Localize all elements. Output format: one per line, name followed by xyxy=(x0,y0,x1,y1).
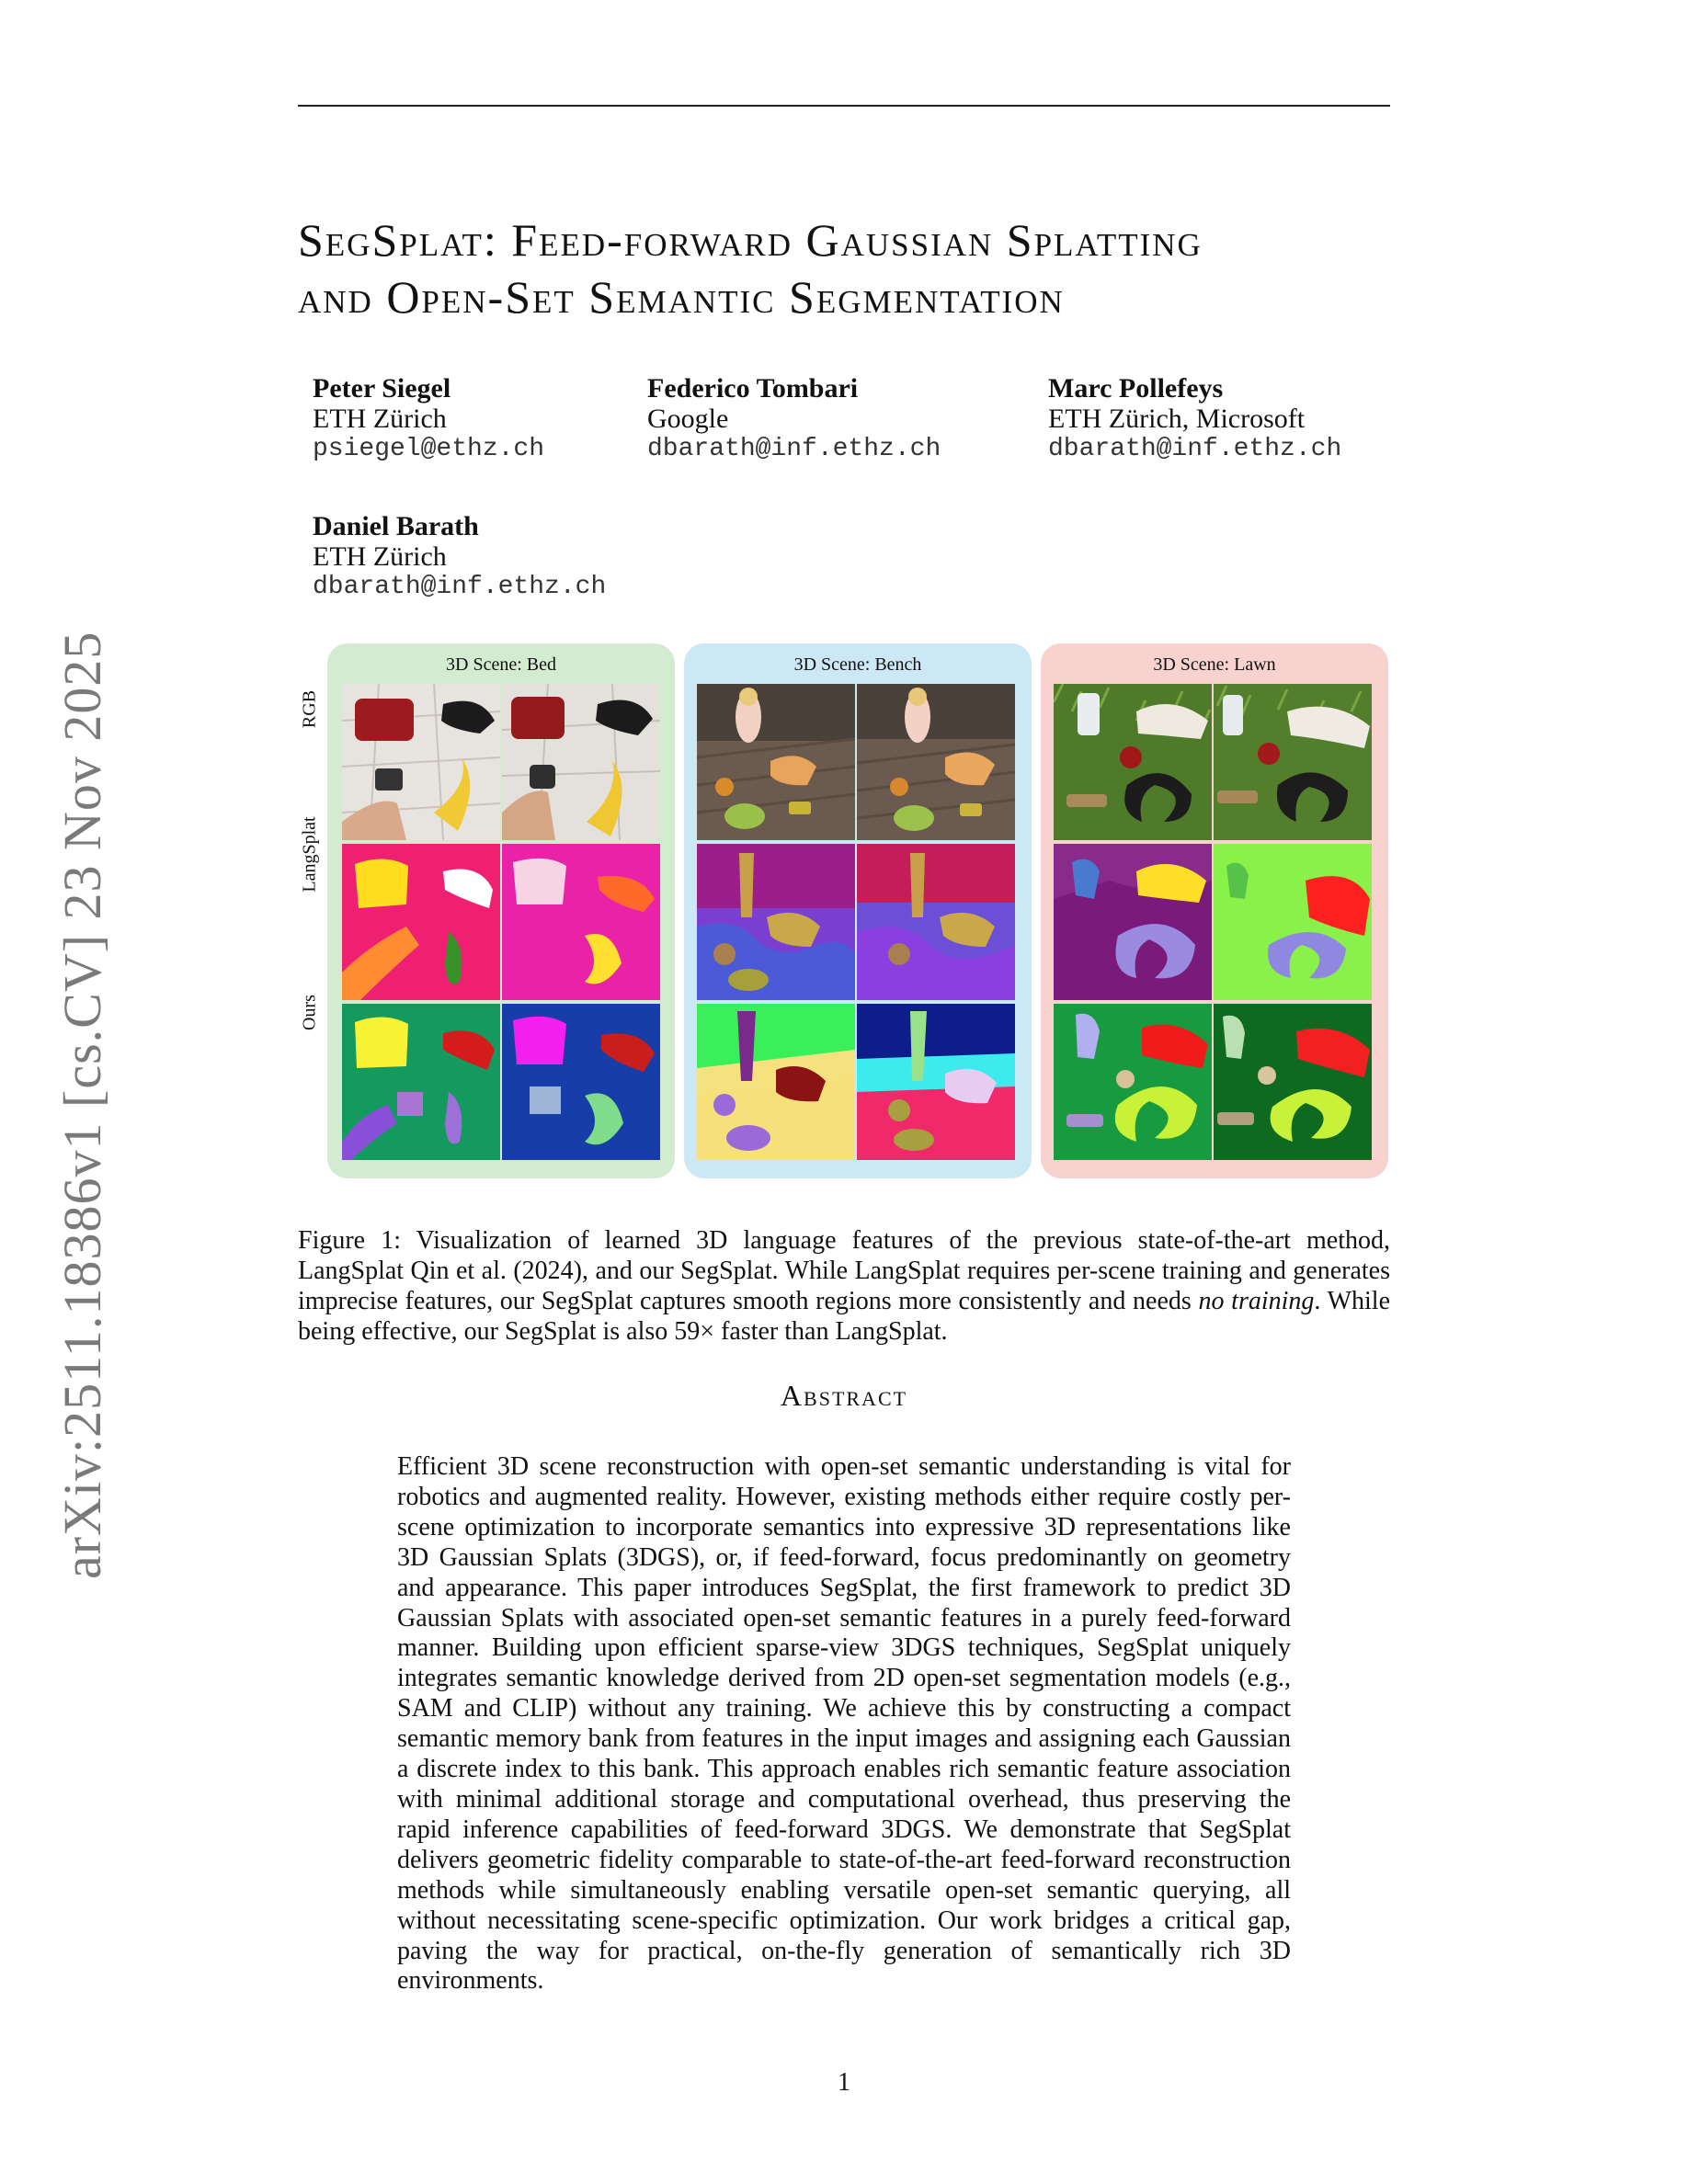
author-block xyxy=(1048,373,1341,464)
panel-title: 3D Scene: Bed xyxy=(446,654,556,675)
row-label-langsplat: LangSplat xyxy=(299,816,320,893)
author-email: dbarath@inf.ethz.ch xyxy=(313,573,607,601)
figure-caption xyxy=(298,1225,1390,1347)
langsplat-feature-map xyxy=(1054,844,1212,1000)
author-block xyxy=(313,373,544,464)
caption-text-a: Figure 1: Visualization of learned 3D language features of the previous state-of-the-art method, LangSplat Qin et al. (2024), and our SegSplat. While LangSplat requires per-scene training and generates imprecise features, our SegSplat captures smooth regions more consistently and needs xyxy=(298,1226,1390,1315)
author-name: Peter Siegel xyxy=(313,373,451,404)
caption-emphasis: no training xyxy=(1198,1287,1315,1315)
author-name: Federico Tombari xyxy=(647,373,859,404)
panel-title: 3D Scene: Lawn xyxy=(1153,654,1276,675)
author-affiliation: ETH Zürich, Microsoft xyxy=(1048,404,1306,434)
author-email: dbarath@inf.ethz.ch xyxy=(647,435,941,463)
author-affiliation: ETH Zürich xyxy=(313,404,447,434)
rgb-image xyxy=(857,684,1015,840)
top-rule xyxy=(298,105,1390,107)
arxiv-stamp: arXiv:2511.18386v1 [cs.CV] 23 Nov 2025 xyxy=(52,631,112,1579)
panel-title: 3D Scene: Bench xyxy=(793,654,922,675)
figure-panel-bed xyxy=(327,643,675,1178)
author-name: Marc Pollefeys xyxy=(1048,373,1224,404)
author-name: Daniel Barath xyxy=(313,511,479,541)
rgb-image xyxy=(502,684,660,840)
rgb-image xyxy=(1054,684,1212,840)
langsplat-feature-map xyxy=(857,844,1015,1000)
row-label-ours: Ours xyxy=(299,995,320,1030)
paper-title xyxy=(298,211,1401,325)
title-line-2: and Open-Set Semantic Segmentation xyxy=(298,271,1065,323)
page-number: 1 xyxy=(838,2068,850,2097)
ours-feature-map xyxy=(857,1004,1015,1160)
ours-feature-map xyxy=(502,1004,660,1160)
ours-feature-map xyxy=(1214,1004,1372,1160)
ours-feature-map xyxy=(1054,1004,1212,1160)
langsplat-feature-map xyxy=(342,844,500,1000)
row-label-rgb: RGB xyxy=(299,689,320,729)
author-affiliation: Google xyxy=(647,404,729,434)
author-block xyxy=(313,511,606,602)
ours-feature-map xyxy=(697,1004,855,1160)
langsplat-feature-map xyxy=(697,844,855,1000)
rgb-image xyxy=(342,684,500,840)
abstract-body: Efficient 3D scene reconstruction with open-set semantic understanding is vital for robotics and augmented reality. However, existing methods either require costly per-scene optimization to incorporate semantics into expressive 3D representations like 3D Gaussian Splats (3DGS), or, if feed-forward, focus predominantly on geometry and appearance. This paper introduces SegSplat, the first framework to predict 3D Gaussian Splats with associated open-set semantic features in a purely feed-forward manner. Building upon efficient sparse-view 3DGS techniques, SegSplat uniquely integrates semantic knowledge derived from 2D open-set segmentation models (e.g., SAM and CLIP) without any training. We achieve this by constructing a compact semantic memory bank from features in the input images and assigning each Gaussian a discrete index to this bank. This approach enables rich semantic feature association with minimal additional storage and computational overhead, thus preserving the rapid inference capabilities of feed-forward 3DGS. We demonstrate that SegSplat delivers geometric fidelity comparable to state-of-the-art feed-forward reconstruction methods while simultaneously enabling versatile open-set semantic querying, all without necessitating scene-specific optimization. Our work bridges a critical gap, paving the way for practical, on-the-fly generation of semantically rich 3D environments. xyxy=(397,1452,1291,1996)
author-email: dbarath@inf.ethz.ch xyxy=(1048,435,1342,463)
langsplat-feature-map xyxy=(1214,844,1372,1000)
langsplat-feature-map xyxy=(502,844,660,1000)
author-email: psiegel@ethz.ch xyxy=(313,435,545,463)
author-block xyxy=(647,373,941,464)
caption-text-b: . While being effective, our SegSplat is also 59× faster than LangSplat. xyxy=(298,1287,1390,1346)
figure-panel-bench xyxy=(684,643,1032,1178)
author-affiliation: ETH Zürich xyxy=(313,541,447,572)
figure-panel-lawn xyxy=(1041,643,1388,1178)
title-line-1: SegSplat: Feed-forward Gaussian Splatting xyxy=(298,214,1203,266)
rgb-image xyxy=(1214,684,1372,840)
rgb-image xyxy=(697,684,855,840)
ours-feature-map xyxy=(342,1004,500,1160)
abstract-heading: Abstract xyxy=(780,1379,908,1412)
